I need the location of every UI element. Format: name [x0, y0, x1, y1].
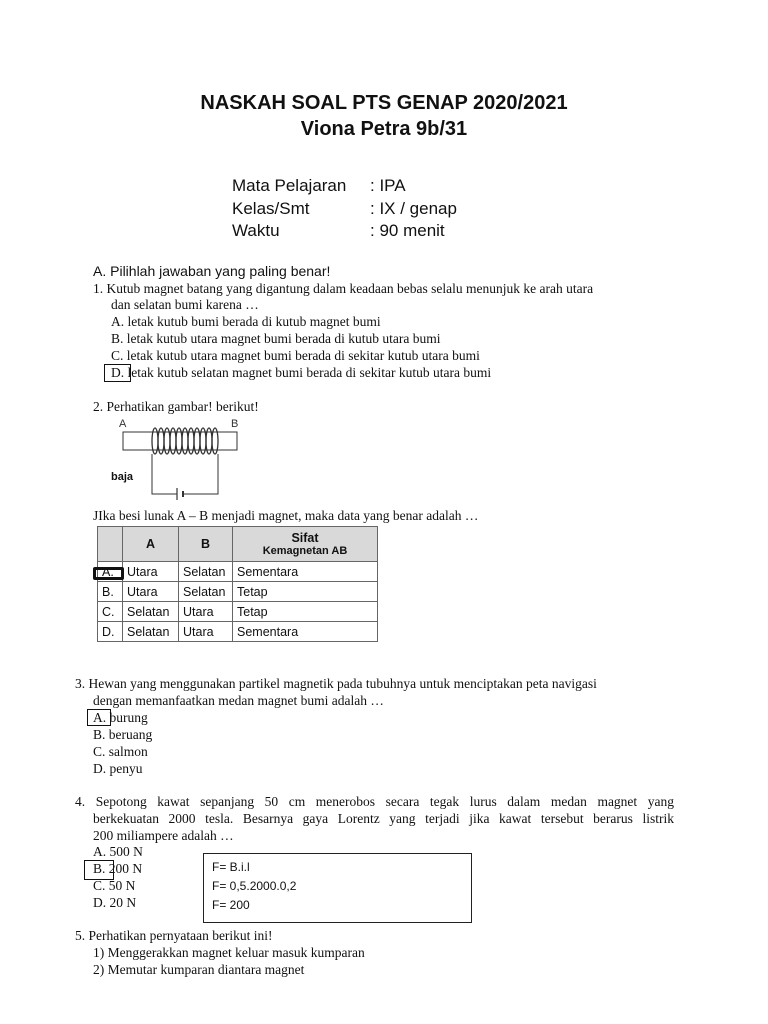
table-header-row [98, 527, 378, 562]
meta-value: : IPA [370, 176, 406, 195]
section-instruction: A. Pilihlah jawaban yang paling benar! [93, 263, 331, 279]
solenoid-figure [105, 414, 255, 504]
q5-item-2: 2) Memutar kumparan diantara magnet [93, 962, 305, 977]
q3-answer-mark [87, 709, 111, 726]
q2-question: JIka besi lunak A – B menjadi magnet, maka data yang benar adalah … [93, 508, 479, 523]
fig-label-a: A [119, 418, 127, 430]
table-row [98, 582, 378, 602]
table-header-cell [98, 527, 123, 562]
q1-answer-mark [104, 364, 131, 382]
table-row [98, 622, 378, 642]
table-cell: Selatan [123, 622, 179, 642]
iron-core [123, 432, 237, 450]
q3-stem-line1: 3. Hewan yang menggunakan partikel magnetik pada tubuhnya untuk menciptakan peta navigasi [75, 676, 597, 691]
magnet-property-table [97, 526, 378, 642]
table-cell: C. [98, 602, 123, 622]
student-name: Viona Petra 9b/31 [300, 118, 468, 140]
q4-option-d: D. 20 N [93, 895, 137, 910]
table-cell: Selatan [179, 562, 233, 582]
q3-option-d: D. penyu [93, 761, 143, 776]
table-cell: Selatan [123, 602, 179, 622]
table-cell: Tetap [233, 602, 378, 622]
q4-option-b: B. 200 N [93, 861, 143, 876]
table-cell: Utara [123, 562, 179, 582]
page-title: NASKAH SOAL PTS GENAP 2020/2021 [200, 92, 568, 114]
meta-value: : IX / genap [370, 199, 457, 218]
fig-label-b: B [231, 418, 239, 430]
q1-option-c: C. letak kutub utara magnet bumi berada di sekitar kutub utara bumi [111, 348, 480, 363]
q1-option-d: D. letak kutub selatan magnet bumi berada di sekitar kutub utara bumi [111, 365, 492, 380]
meta-label: Kelas/Smt [232, 199, 310, 218]
table-row [98, 602, 378, 622]
q3-option-c: C. salmon [93, 744, 148, 759]
table-cell: Selatan [179, 582, 233, 602]
formula-line: F= 200 [212, 898, 250, 912]
meta-class [232, 199, 457, 219]
formula-box [203, 853, 472, 923]
meta-subject [232, 176, 406, 196]
table-cell: Utara [179, 602, 233, 622]
table-cell: D. [98, 622, 123, 642]
q4-option-c: C. 50 N [93, 878, 136, 893]
q5-item-1: 1) Menggerakkan magnet keluar masuk kumparan [93, 945, 365, 960]
q4-answer-mark [84, 860, 114, 880]
fig-label-baja: baja [111, 471, 134, 483]
table-header-subtext: Kemagnetan AB [262, 545, 348, 557]
meta-value: : 90 menit [370, 221, 445, 240]
q2-answer-mark [93, 567, 124, 580]
formula-line: F= B.i.l [212, 860, 250, 874]
q3-option-a: A. burung [93, 710, 148, 725]
table-cell: Utara [179, 622, 233, 642]
table-header-text: Sifat [291, 531, 319, 545]
table-cell: Utara [123, 582, 179, 602]
table-header-cell: B [179, 527, 233, 562]
q3-option-b: B. beruang [93, 727, 153, 742]
table-header-sifat [233, 527, 378, 562]
meta-label: Mata Pelajaran [232, 176, 347, 195]
q5-stem: 5. Perhatikan pernyataan berikut ini! [75, 928, 273, 943]
q2-stem: 2. Perhatikan gambar! berikut! [93, 399, 259, 414]
table-cell: Sementara [233, 622, 378, 642]
table-cell: Tetap [233, 582, 378, 602]
q1-stem-line1: 1. Kutub magnet batang yang digantung dalam keadaan bebas selalu menunjuk ke arah utara [93, 281, 594, 296]
meta-time [232, 221, 445, 241]
table-row [98, 562, 378, 582]
q4-option-a: A. 500 N [93, 844, 143, 859]
q3-stem-line2: dengan memanfaatkan medan magnet bumi adalah … [93, 693, 384, 708]
q1-stem-line2: dan selatan bumi karena … [111, 297, 259, 312]
table-cell: B. [98, 582, 123, 602]
meta-label: Waktu [232, 221, 280, 240]
table-cell: Sementara [233, 562, 378, 582]
q1-option-b: B. letak kutub utara magnet bumi berada di kutub utara bumi [111, 331, 441, 346]
q1-option-a: A. letak kutub bumi berada di kutub magnet bumi [111, 314, 381, 329]
formula-line: F= 0,5.2000.0,2 [212, 879, 297, 893]
q4-stem-line2: berkekuatan 2000 tesla. Besarnya gaya Lorentz yang terjadi jika kawat tersebut berarus listrik [93, 811, 674, 826]
q4-stem-line1: 4. Sepotong kawat sepanjang 50 cm menerobos secara tegak lurus dalam medan magnet yang [75, 794, 674, 809]
q4-stem-line3: 200 miliampere adalah … [93, 828, 234, 843]
circuit-wire [152, 454, 218, 494]
table-header-cell: A [123, 527, 179, 562]
table-cell: A. [98, 562, 123, 582]
